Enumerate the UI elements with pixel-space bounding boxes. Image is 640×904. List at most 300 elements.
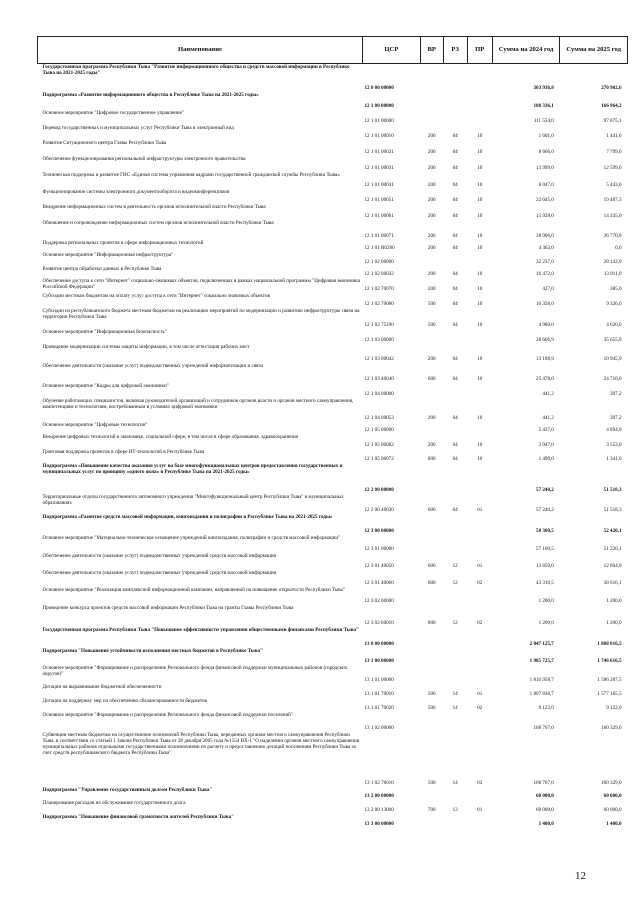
- cell-sum-2024: 111 554,0: [533, 118, 554, 125]
- cell-csr: 12 1 02 00032: [364, 271, 394, 278]
- table-row: [38, 787, 628, 800]
- cell-name: Подпрограмма "Управление государственным долгом Республики Тыва": [42, 786, 213, 793]
- cell-pr: [467, 712, 492, 732]
- cell-pr: [467, 814, 492, 828]
- cell-pr: [467, 422, 492, 434]
- cell-name: Обеспечение деятельности (оказание услуг) подведомственных учреждений средств массовой информации: [42, 552, 277, 559]
- cell-csr: 13 1 00 00000: [364, 658, 394, 665]
- table-row: [38, 587, 628, 605]
- cell-pr: 01: [477, 563, 483, 570]
- cell-vr: 200: [427, 165, 436, 172]
- cell-sum-2025: 270 902,6: [601, 85, 622, 92]
- cell-rz: [443, 787, 467, 800]
- cell-csr: 12 1 04 00053: [364, 415, 394, 422]
- cell-sum-2025: 385,0: [610, 286, 622, 293]
- cell-name: Подпрограмма «Развитие информационного общества в Республике Тыва на 2021-2025 годы»: [42, 91, 259, 98]
- table-row: [38, 449, 628, 463]
- cell-vr: [420, 712, 443, 732]
- cell-csr: 13 1 02 00000: [364, 725, 394, 732]
- table-row: [38, 156, 628, 172]
- cell-name: Обеспечение доступа к сети "Интернет" социально-значимых объектов, подключенных в рамках национальной программы "Цифровая экономика Российской Федерации": [42, 277, 360, 290]
- cell-sum-2024: 1 816 958,7: [529, 677, 554, 684]
- cell-csr: 12 2 00 40030: [364, 507, 394, 514]
- cell-rz: 04: [452, 356, 458, 363]
- cell-rz: 04: [452, 442, 458, 449]
- cell-pr: [467, 627, 492, 648]
- cell-sum-2025: 397,2: [610, 415, 622, 422]
- cell-csr: 12 3 01 40050: [364, 563, 394, 570]
- cell-pr: 10: [477, 456, 483, 463]
- cell-sum-2024: 13 850,0: [536, 563, 554, 570]
- cell-sum-2024: 1 200,0: [538, 598, 554, 605]
- header-sum-2025: Сумма на 2025 год: [560, 37, 628, 64]
- cell-pr: 10: [477, 322, 483, 329]
- table-row: [38, 344, 628, 363]
- cell-name: Субвенции местным бюджетам на осуществление полномочий Республики Тыва, переданных органам местного самоуправления Республики Тыва, в соответствии со статьей 1 Закона Республики Тыва от 28 декабря 2005 года №1554 ВХ-1 "О наделении органов местного самоуправления муниципальных районов отдельными государственными полномочиями по расчету и предоставлению дотаций поселениям Республики Тыва за счет средств республиканского бюджета Республики Тыва": [42, 731, 360, 756]
- cell-name: Подпрограмма «Повышение качества оказания услуг на базе многофункциональных центров предоставления государственных и муниципальных услуг по принципу «одного окна» в Республике Тыва на 2021-2025 годы»: [42, 462, 343, 475]
- cell-rz: 04: [452, 197, 458, 204]
- cell-csr: 12 0 00 00000: [364, 85, 394, 92]
- cell-name: Основное мероприятие "Цифровое государственное управление": [42, 109, 184, 116]
- cell-pr: [467, 463, 492, 494]
- cell-vr: 500: [427, 301, 436, 308]
- cell-sum-2024: 4 980,0: [538, 322, 554, 329]
- cell-pr: 10: [477, 213, 483, 220]
- cell-sum-2025: 397,2: [610, 391, 622, 398]
- cell-sum-2024: 168 767,0: [533, 780, 554, 787]
- header-sum-2024: Сумма на 2024 год: [492, 37, 560, 64]
- cell-name: Государственная программа Республики Тыва "Развитие информационного общества и средств массовой информации в Республике Тыва на 2021-2025 годы": [42, 64, 350, 77]
- cell-sum-2024: 3 947,0: [538, 442, 554, 449]
- cell-rz: 04: [452, 213, 458, 220]
- table-row: [38, 665, 628, 684]
- table-row: [38, 189, 628, 204]
- table-row: [38, 434, 628, 449]
- table-row: [38, 172, 628, 189]
- cell-rz: 04: [452, 245, 458, 252]
- cell-sum-2024: 188 336,1: [533, 103, 554, 110]
- cell-sum-2025: 36 770,8: [603, 233, 622, 240]
- cell-rz: 04: [452, 271, 458, 278]
- cell-csr: 13 3 00 00000: [364, 821, 394, 828]
- cell-rz: [443, 329, 467, 344]
- table-row: [38, 712, 628, 732]
- table-row: [38, 535, 628, 553]
- cell-sum-2024: 1 200,0: [538, 620, 554, 627]
- cell-sum-2025: 12 599,0: [603, 165, 622, 172]
- cell-sum-2024: 15 928,0: [536, 213, 554, 220]
- cell-vr: [420, 535, 443, 553]
- cell-name: Основное мероприятие "Информационная инфраструктура": [42, 251, 174, 258]
- table-row: [38, 140, 628, 156]
- cell-vr: 200: [427, 197, 436, 204]
- cell-sum-2024: 9 122,0: [538, 705, 554, 712]
- cell-pr: [467, 329, 492, 344]
- cell-name: Основное мероприятие "Формирование и распределение Регионального фонда финансовой поддержки поселений": [42, 711, 293, 718]
- cell-vr: 200: [427, 245, 436, 252]
- cell-sum-2024: 1 490,0: [538, 456, 554, 463]
- cell-sum-2025: 1 586 287,5: [597, 677, 622, 684]
- cell-pr: [467, 587, 492, 605]
- cell-vr: 200: [427, 286, 436, 293]
- cell-pr: 02: [477, 620, 483, 627]
- cell-sum-2025: 51 518,3: [603, 487, 622, 494]
- cell-sum-2024: 60 000,0: [536, 793, 554, 800]
- cell-name: Развитие центра обработки данных в Республике Тыва: [42, 265, 162, 272]
- cell-vr: 500: [427, 780, 436, 787]
- cell-pr: 01: [477, 507, 483, 514]
- budget-table: [37, 36, 628, 828]
- cell-sum-2024: 57 160,5: [536, 546, 554, 553]
- cell-csr: 12 1 01 00031: [364, 165, 394, 172]
- cell-name: Обеспечение функционирования региональной инфраструктуры электронного правительства: [42, 155, 246, 162]
- cell-pr: 10: [477, 415, 483, 422]
- cell-rz: 14: [452, 780, 458, 787]
- cell-csr: 13 1 01 70020: [364, 705, 394, 712]
- cell-pr: [467, 648, 492, 665]
- cell-sum-2024: 8 666,0: [538, 149, 554, 156]
- cell-pr: 10: [477, 301, 483, 308]
- table-row: [38, 684, 628, 698]
- cell-vr: 600: [427, 376, 436, 383]
- cell-sum-2025: 1 746 616,5: [597, 658, 622, 665]
- cell-vr: [420, 329, 443, 344]
- cell-vr: 200: [427, 213, 436, 220]
- cell-vr: [420, 587, 443, 605]
- cell-rz: [443, 383, 467, 398]
- cell-pr: [467, 383, 492, 398]
- cell-name: Основное мероприятие "Информационная безопасность": [42, 328, 167, 335]
- header-name: Наименование: [38, 37, 363, 64]
- cell-name: Подпрограмма «Развитие средств массовой информации, книгоиздания и полиграфии в Республике Тыва на 2021-2025 годы»: [42, 513, 333, 520]
- cell-vr: 800: [427, 456, 436, 463]
- cell-rz: 04: [452, 456, 458, 463]
- cell-vr: 200: [427, 356, 436, 363]
- cell-name: Развитие Ситуационного центра Главы Республики Тыва: [42, 139, 167, 146]
- cell-rz: [443, 648, 467, 665]
- cell-name: Поддержка региональных проектов в сфере информационных технологий: [42, 239, 204, 246]
- cell-sum-2024: 441,2: [542, 415, 554, 422]
- header-pr: ПР: [467, 37, 492, 64]
- table-row: [38, 570, 628, 587]
- cell-name: Перевод государственных и муниципальных услуг Республики Тыва в электронный вид: [42, 124, 234, 131]
- cell-name: Основное мероприятие "Кадры для цифровой экономики": [42, 382, 169, 389]
- cell-sum-2024: 25 478,0: [536, 376, 554, 383]
- cell-sum-2024: 16 472,0: [536, 271, 554, 278]
- cell-csr: 12 1 01 00061: [364, 213, 394, 220]
- cell-rz: [443, 665, 467, 684]
- table-row: [38, 800, 628, 814]
- cell-rz: [443, 463, 467, 494]
- cell-rz: [443, 627, 467, 648]
- cell-name: Государственная программа Республики Тыва "Повышение эффективности управления общественными финансами Республики Тыва": [42, 626, 359, 633]
- cell-pr: 10: [477, 233, 483, 240]
- cell-rz: 04: [452, 301, 458, 308]
- cell-sum-2024: 1 400,0: [538, 821, 554, 828]
- cell-csr: 12 1 02 00000: [364, 259, 394, 266]
- cell-csr: 12 1 05 00000: [364, 427, 394, 434]
- cell-rz: [443, 514, 467, 535]
- cell-csr: 12 1 01 00021: [364, 149, 394, 156]
- cell-sum-2025: 1 441,0: [606, 133, 622, 140]
- cell-name: Территориальные отделы государственного автономного учреждения "Многофункциональный центр Республики Тыва" в муниципальных образованиях: [42, 493, 344, 506]
- cell-sum-2025: 51 518,3: [603, 507, 622, 514]
- cell-sum-2025: 5 443,0: [606, 182, 622, 189]
- cell-sum-2025: 1 200,0: [606, 620, 622, 627]
- cell-csr: 12 1 02 70070: [364, 286, 394, 293]
- table-row: [38, 383, 628, 398]
- cell-name: Основное мероприятие "Материально-техническое оснащение учреждений книгоиздания, полиграфии и средств массовой информации": [42, 534, 341, 541]
- cell-csr: 12 1 01 00071: [364, 233, 394, 240]
- cell-sum-2024: 5 437,0: [538, 427, 554, 434]
- cell-sum-2025: 60 000,0: [603, 793, 622, 800]
- cell-name: Субсидии местным бюджетам на оплату услуг доступа к сети "Интернет" социально значимых объектов: [42, 292, 270, 299]
- cell-pr: 01: [477, 691, 483, 698]
- cell-csr: 12 3 01 00000: [364, 546, 394, 553]
- cell-name: Дотации на выравнивание бюджетной обеспеченности: [42, 683, 162, 690]
- cell-sum-2025: 13 811,0: [603, 271, 622, 278]
- cell-sum-2024: 1 601,0: [538, 133, 554, 140]
- cell-name: Техническая поддержка и развитие ГИС «Единая система управления кадрами государственной гражданской службы Республики Тыва»: [42, 171, 340, 178]
- cell-name: Проведение конкурса проектов средств массовой информации Республики Тыва на гранты Главы Республики Тыва: [42, 604, 294, 611]
- cell-csr: 12 1 01 00000: [364, 118, 394, 125]
- cell-rz: 04: [452, 233, 458, 240]
- cell-vr: [420, 627, 443, 648]
- cell-rz: 14: [452, 691, 458, 698]
- cell-vr: 500: [427, 691, 436, 698]
- cell-sum-2024: 13 999,0: [536, 165, 554, 172]
- cell-sum-2024: 303 936,8: [533, 85, 554, 92]
- cell-name: Основное мероприятие "Цифровые технологии": [42, 421, 148, 428]
- cell-rz: 04: [452, 165, 458, 172]
- cell-rz: [443, 587, 467, 605]
- table-row: [38, 398, 628, 422]
- cell-sum-2025: 14 335,0: [603, 213, 622, 220]
- cell-vr: 800: [427, 620, 436, 627]
- table-row: [38, 278, 628, 293]
- cell-csr: 12 3 02 00000: [364, 598, 394, 605]
- cell-rz: [443, 535, 467, 553]
- table-row: [38, 92, 628, 110]
- cell-sum-2024: 58 360,5: [536, 528, 554, 535]
- cell-csr: 12 3 00 00000: [364, 528, 394, 535]
- cell-name: Планирование расходов на обслуживание государственного долга: [42, 799, 186, 806]
- cell-rz: 12: [452, 580, 458, 587]
- cell-pr: [467, 92, 492, 110]
- cell-name: Внедрение цифровых технологий в экономике, социальной сфере, в том числе в сфере образования, здравоохранения: [42, 433, 298, 440]
- cell-vr: [420, 92, 443, 110]
- cell-vr: 500: [427, 322, 436, 329]
- cell-sum-2024: 4 362,0: [538, 245, 554, 252]
- cell-sum-2024: 22 045,0: [536, 197, 554, 204]
- table-row: [38, 293, 628, 308]
- table-row: [38, 463, 628, 494]
- cell-vr: [420, 383, 443, 398]
- cell-sum-2025: 160 329,0: [601, 725, 622, 732]
- cell-vr: [420, 422, 443, 434]
- cell-sum-2025: 38 616,1: [603, 580, 622, 587]
- cell-sum-2024: 60 000,0: [536, 807, 554, 814]
- table-row: [38, 110, 628, 125]
- table-row: [38, 698, 628, 712]
- cell-vr: 200: [427, 271, 436, 278]
- cell-sum-2024: 6 047,0: [538, 182, 554, 189]
- cell-name: Обучение работающих специалистов, включая руководителей организаций и сотрудников органов власти и органов местного самоуправления, компетенциям и технологиям, востребованным в условиях цифровой экономики: [42, 397, 354, 410]
- table-row: [38, 648, 628, 665]
- cell-pr: 03: [477, 780, 483, 787]
- cell-rz: 12: [452, 620, 458, 627]
- table-header: [38, 37, 628, 64]
- cell-vr: 700: [427, 807, 436, 814]
- cell-sum-2025: 60 000,0: [603, 807, 622, 814]
- cell-vr: [420, 110, 443, 125]
- cell-pr: 10: [477, 356, 483, 363]
- cell-rz: [443, 712, 467, 732]
- cell-csr: 13 2 00 00000: [364, 793, 394, 800]
- cell-name: Обеспечение деятельности (оказание услуг) подведомственных учреждений средств массовой информации: [42, 569, 277, 576]
- cell-rz: 13: [452, 807, 458, 814]
- cell-csr: 12 1 01 00051: [364, 197, 394, 204]
- header-csr: ЦСР: [362, 37, 420, 64]
- cell-vr: 200: [427, 442, 436, 449]
- table-row: [38, 363, 628, 383]
- table-row: [38, 308, 628, 329]
- cell-rz: [443, 110, 467, 125]
- cell-pr: [467, 64, 492, 92]
- cell-csr: 13 0 00 00000: [364, 641, 394, 648]
- table-row: [38, 220, 628, 240]
- cell-rz: 14: [452, 705, 458, 712]
- cell-name: Внедрение информационных систем в деятельность органов исполнительной власти Республики Тыва: [42, 203, 266, 210]
- cell-sum-2025: 1 341,0: [606, 456, 622, 463]
- cell-sum-2025: 51 220,1: [603, 546, 622, 553]
- table-row: [38, 814, 628, 828]
- cell-pr: 02: [477, 580, 483, 587]
- cell-sum-2024: 13 188,9: [536, 356, 554, 363]
- cell-rz: [443, 64, 467, 92]
- table-row: [38, 514, 628, 535]
- cell-pr: 10: [477, 245, 483, 252]
- cell-rz: [443, 422, 467, 434]
- cell-sum-2025: 19 487,3: [603, 197, 622, 204]
- cell-name: Подпрограмма "Повышение устойчивости исполнения местных бюджетов в Республике Тыва": [42, 647, 263, 654]
- cell-csr: 13 1 01 00000: [364, 677, 394, 684]
- cell-csr: 13 2 00 13000: [364, 807, 394, 814]
- cell-sum-2025: 4 894,0: [606, 427, 622, 434]
- cell-sum-2025: 9 122,0: [606, 705, 622, 712]
- cell-csr: 12 1 03 40040: [364, 376, 394, 383]
- cell-vr: 600: [427, 563, 436, 570]
- cell-csr: 13 1 01 70010: [364, 691, 394, 698]
- cell-sum-2025: 12 604,0: [603, 563, 622, 570]
- cell-rz: 04: [452, 376, 458, 383]
- cell-sum-2025: 24 710,0: [603, 376, 622, 383]
- cell-vr: 200: [427, 149, 436, 156]
- cell-vr: 200: [427, 233, 436, 240]
- cell-csr: 12 1 05 00062: [364, 442, 394, 449]
- cell-vr: 200: [427, 133, 436, 140]
- cell-csr: 12 1 04 00000: [364, 391, 394, 398]
- cell-pr: [467, 110, 492, 125]
- cell-csr: 12 1 00 00000: [364, 103, 394, 110]
- cell-sum-2024: 57 240,2: [536, 507, 554, 514]
- cell-sum-2025: 10 945,9: [603, 356, 622, 363]
- cell-sum-2025: 160 329,0: [601, 780, 622, 787]
- cell-csr: 12 1 01 00010: [364, 133, 394, 140]
- cell-vr: [420, 64, 443, 92]
- cell-csr: 12 3 02 60010: [364, 620, 394, 627]
- cell-sum-2025: 35 655,9: [603, 337, 622, 344]
- header-rz: РЗ: [443, 37, 467, 64]
- cell-sum-2025: 28 142,0: [603, 259, 622, 266]
- cell-rz: 04: [452, 133, 458, 140]
- cell-pr: 10: [477, 133, 483, 140]
- cell-sum-2025: 3 553,0: [606, 442, 622, 449]
- cell-csr: 12 1 03 00042: [364, 356, 394, 363]
- cell-pr: 10: [477, 271, 483, 278]
- cell-csr: 12 1 03 00000: [364, 337, 394, 344]
- cell-sum-2024: 43 310,5: [536, 580, 554, 587]
- cell-sum-2024: 32 237,0: [536, 259, 554, 266]
- cell-pr: 10: [477, 165, 483, 172]
- cell-vr: 500: [427, 705, 436, 712]
- cell-name: Обновление и сопровождение информационных систем органов исполнительной власти Республики Тыва: [42, 219, 274, 226]
- cell-name: Основное мероприятие "Реализация комплексной информационной кампании, направленной на повышение открытости Республики Тыва": [42, 586, 345, 593]
- table-row: [38, 252, 628, 266]
- cell-vr: [420, 787, 443, 800]
- cell-rz: 04: [452, 322, 458, 329]
- cell-vr: [420, 648, 443, 665]
- cell-rz: 04: [452, 286, 458, 293]
- cell-name: Дотации на поддержку мер по обеспечению сбалансированности бюджетов: [42, 697, 207, 704]
- cell-name: Проведение модернизации системы защиты информации, в том числе аттестация рабочих мест: [42, 343, 250, 350]
- cell-sum-2024: 427,0: [542, 286, 554, 293]
- table-row: [38, 605, 628, 627]
- header-vr: ВР: [420, 37, 443, 64]
- cell-name: Субсидии из республиканского бюджета местным бюджетам на реализацию мероприятий по модернизации и развитию инфраструктуры связи на территории Республики Тыва: [42, 307, 360, 320]
- cell-rz: 04: [452, 182, 458, 189]
- table-row: [38, 240, 628, 252]
- cell-sum-2025: 166 964,2: [601, 103, 622, 110]
- cell-sum-2025: 1 808 016,5: [597, 641, 622, 648]
- table-row: [38, 204, 628, 220]
- table-body: [38, 64, 628, 828]
- cell-rz: 04: [452, 507, 458, 514]
- cell-vr: [420, 463, 443, 494]
- cell-vr: [420, 665, 443, 684]
- cell-sum-2025: 9 326,0: [606, 301, 622, 308]
- cell-sum-2025: 7 799,0: [606, 149, 622, 156]
- cell-sum-2024: 1 807 836,7: [529, 691, 554, 698]
- table-row: [38, 125, 628, 140]
- cell-vr: [420, 514, 443, 535]
- table-row: [38, 627, 628, 648]
- table-row: [38, 329, 628, 344]
- cell-csr: 13 1 02 76010: [364, 780, 394, 787]
- cell-rz: [443, 92, 467, 110]
- cell-pr: [467, 535, 492, 553]
- cell-vr: 600: [427, 580, 436, 587]
- table-row: [38, 732, 628, 787]
- cell-sum-2024: 2 047 125,7: [529, 641, 554, 648]
- cell-csr: 12 1 02 75190: [364, 322, 394, 329]
- cell-sum-2025: 4 620,0: [606, 322, 622, 329]
- cell-csr: 12 1 02 70080: [364, 301, 394, 308]
- cell-pr: 10: [477, 197, 483, 204]
- cell-pr: 10: [477, 286, 483, 293]
- cell-vr: 200: [427, 415, 436, 422]
- cell-pr: [467, 514, 492, 535]
